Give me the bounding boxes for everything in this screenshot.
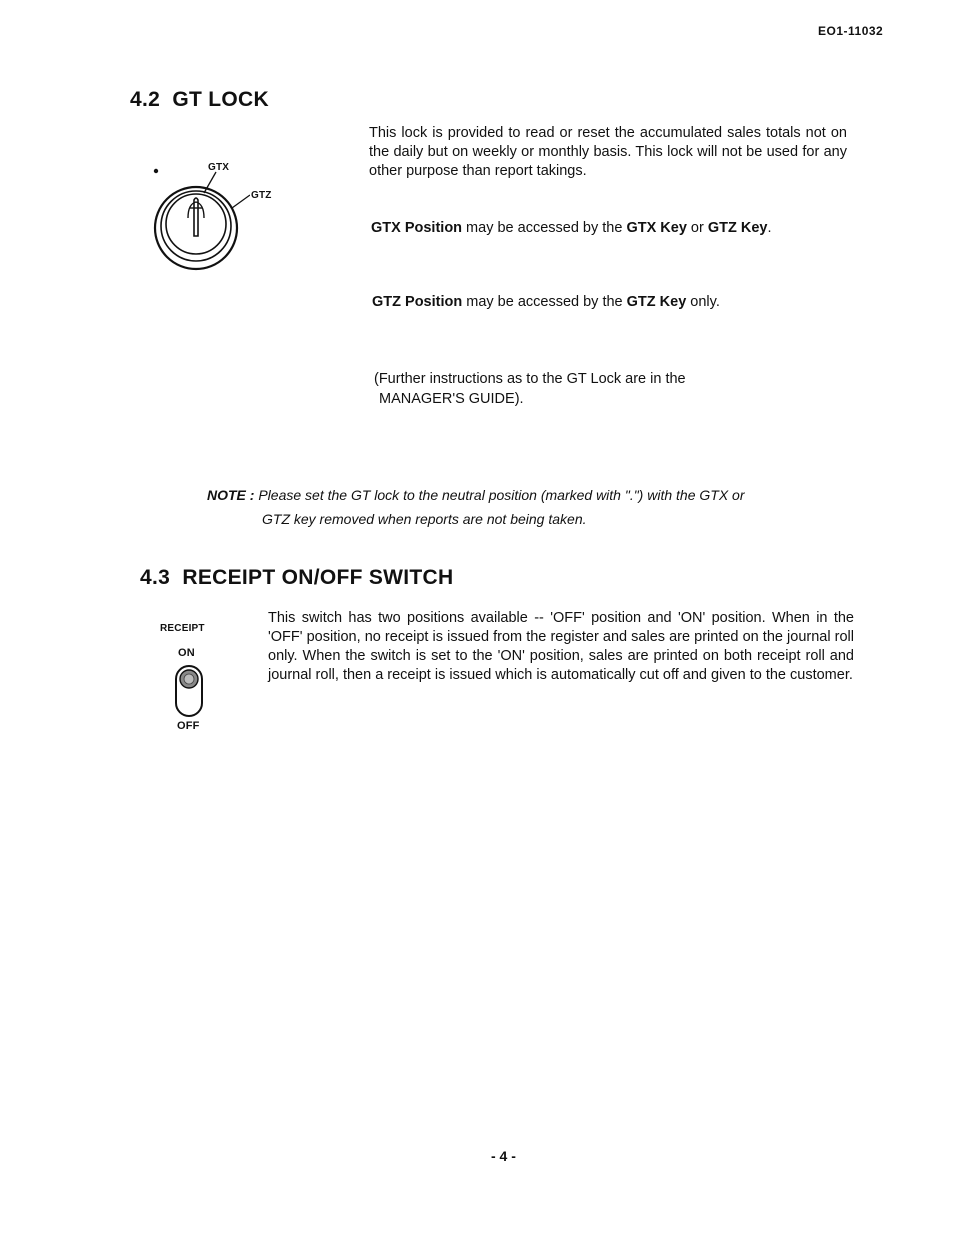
note-line-1 — [207, 487, 745, 503]
gtx-position-text — [371, 220, 772, 236]
gt-lock-intro: This lock is provided to read or reset the accumulated sales totals not on the daily but on weekly or monthly basis. This lock will not be used for any other purpose than report takings. — [369, 125, 847, 179]
note-label: NOTE : — [207, 487, 255, 503]
gtz-position-label: GTZ — [251, 190, 272, 201]
receipt-off-label: OFF — [177, 720, 200, 732]
receipt-switch-label: RECEIPT — [160, 623, 205, 634]
gtx-end-text: . — [767, 220, 772, 236]
further-line-1: (Further instructions as to the GT Lock are in the — [374, 371, 686, 387]
receipt-switch-description: This switch has two positions available -- 'OFF' position and 'ON' position. When in the 'OFF' position, no receipt is issued from the register and sales are printed on the journal roll only. When the switch is set to the 'ON' position, sales are printed on both receipt roll and journal roll, then a receipt is issued which is automatically cut off and given to the customer. — [268, 610, 854, 683]
toggle-switch-icon — [174, 664, 204, 718]
note-line-2: GTZ key removed when reports are not being taken. — [262, 511, 587, 527]
section-title-receipt-switch: 4.3 RECEIPT ON/OFF SWITCH — [140, 566, 454, 589]
gtz-end-text: only. — [686, 294, 720, 310]
key-lock-icon — [150, 160, 250, 280]
gtx-key-term: GTX Key — [626, 220, 687, 236]
note-text-1: Please set the GT lock to the neutral position (marked with ".") with the GTX or — [258, 487, 745, 503]
gtz-position-mid: may be accessed by the — [462, 294, 627, 310]
gtx-position-term: GTX Position — [371, 220, 463, 236]
page-number: - 4 - — [491, 1148, 516, 1164]
further-line-2: MANAGER'S GUIDE). — [379, 391, 524, 407]
receipt-on-label: ON — [178, 647, 195, 659]
neutral-position-dot — [154, 169, 158, 173]
gtz-key-term-1: GTZ Key — [707, 220, 768, 236]
gtz-position-term: GTZ Position — [372, 294, 463, 310]
gtx-position-mid: may be accessed by the — [462, 220, 627, 236]
gtx-or-text: or — [686, 220, 708, 236]
gtz-key-term-2: GTZ Key — [626, 294, 687, 310]
section-title-gt-lock: 4.2 GT LOCK — [130, 88, 269, 111]
document-code: EO1-11032 — [818, 24, 884, 38]
further-instructions — [374, 369, 686, 409]
gtz-position-text — [372, 294, 720, 310]
gtx-position-label: GTX — [208, 162, 230, 173]
